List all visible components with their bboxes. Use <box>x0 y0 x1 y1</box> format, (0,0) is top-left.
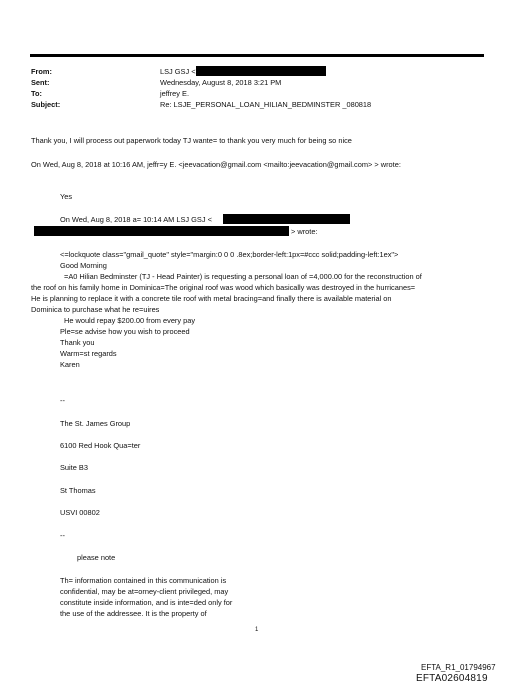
address-line: Suite B3 <box>60 463 88 472</box>
para1-line2: the roof on his family home in Dominica=The original roof was wood which basically was destroyed in the hurricanes= <box>31 283 416 292</box>
blockquote-tag: <=lockquote class="gmail_quote" style="margin:0 0 0 .8ex;border-left:1px=#ccc solid;padding-left:1ex"> <box>60 250 399 259</box>
from-value: LSJ GSJ < <box>160 67 196 76</box>
subject-label: Subject: <box>31 100 61 109</box>
quote1-header: On Wed, Aug 8, 2018 at 10:16 AM, jeffr=y E. <jeevacation@gmail.com <mailto:jeevacation@gmail.com> > wrote: <box>31 160 401 169</box>
quote2-header-a: On Wed, Aug 8, 2018 a= 10:14 AM LSJ GSJ < <box>60 215 212 224</box>
regards-line: Warm=st regards <box>60 349 117 358</box>
quote2-header-b: > wrote: <box>291 227 318 236</box>
sent-value: Wednesday, August 8, 2018 3:21 PM <box>160 78 282 87</box>
header-rule <box>30 54 484 57</box>
notice-line: confidential, may be at=orney-client privileged, may <box>60 587 229 596</box>
reply-line: Thank you, I will process out paperwork today TJ wante= to thank you very much for being so nice <box>31 136 352 145</box>
notice-line: the use of the addressee. It is the property of <box>60 609 207 618</box>
greeting: Good Morning <box>60 261 107 270</box>
signature-separator: -- <box>60 396 65 405</box>
document-id: EFTA02604819 <box>416 673 488 684</box>
advise-line: Ple=se advise how you wish to proceed <box>60 327 190 336</box>
redaction-box <box>34 226 289 236</box>
address-line: 6100 Red Hook Qua=ter <box>60 441 141 450</box>
to-label: To: <box>31 89 42 98</box>
to-value: jeffrey E. <box>160 89 190 98</box>
from-label: From: <box>31 67 52 76</box>
para1-line3: He is planning to replace it with a concrete tile roof with metal bracing=and finally there is available material on <box>31 294 392 303</box>
thanks-line: Thank you <box>60 338 95 347</box>
sender-name: Karen <box>60 360 80 369</box>
please-note: please note <box>77 553 116 562</box>
signature-separator: -- <box>60 531 65 540</box>
notice-line: constitute inside information, and is inte=ded only for <box>60 598 233 607</box>
sent-label: Sent: <box>31 78 50 87</box>
redaction-box <box>223 214 350 224</box>
para1-line4: Dominica to purchase what he re=uires <box>31 305 160 314</box>
address-line: St Thomas <box>60 486 96 495</box>
redaction-box <box>196 66 326 76</box>
company-name: The St. James Group <box>60 419 131 428</box>
document-id: EFTA_R1_01794967 <box>421 663 496 672</box>
subject-value: Re: LSJE_PERSONAL_LOAN_HILIAN_BEDMINSTER _080818 <box>160 100 372 109</box>
address-line: USVI 00802 <box>60 508 100 517</box>
para1-line1: =A0 Hilian Bedminster (TJ - Head Painter) is requesting a personal loan of =4,000.00 for the reconstruction of <box>64 272 422 281</box>
page-number: 1 <box>255 627 259 633</box>
notice-line: Th= information contained in this communication is <box>60 576 227 585</box>
repay-line: He would repay $200.00 from every pay <box>64 316 196 325</box>
yes-line: Yes <box>60 192 73 201</box>
